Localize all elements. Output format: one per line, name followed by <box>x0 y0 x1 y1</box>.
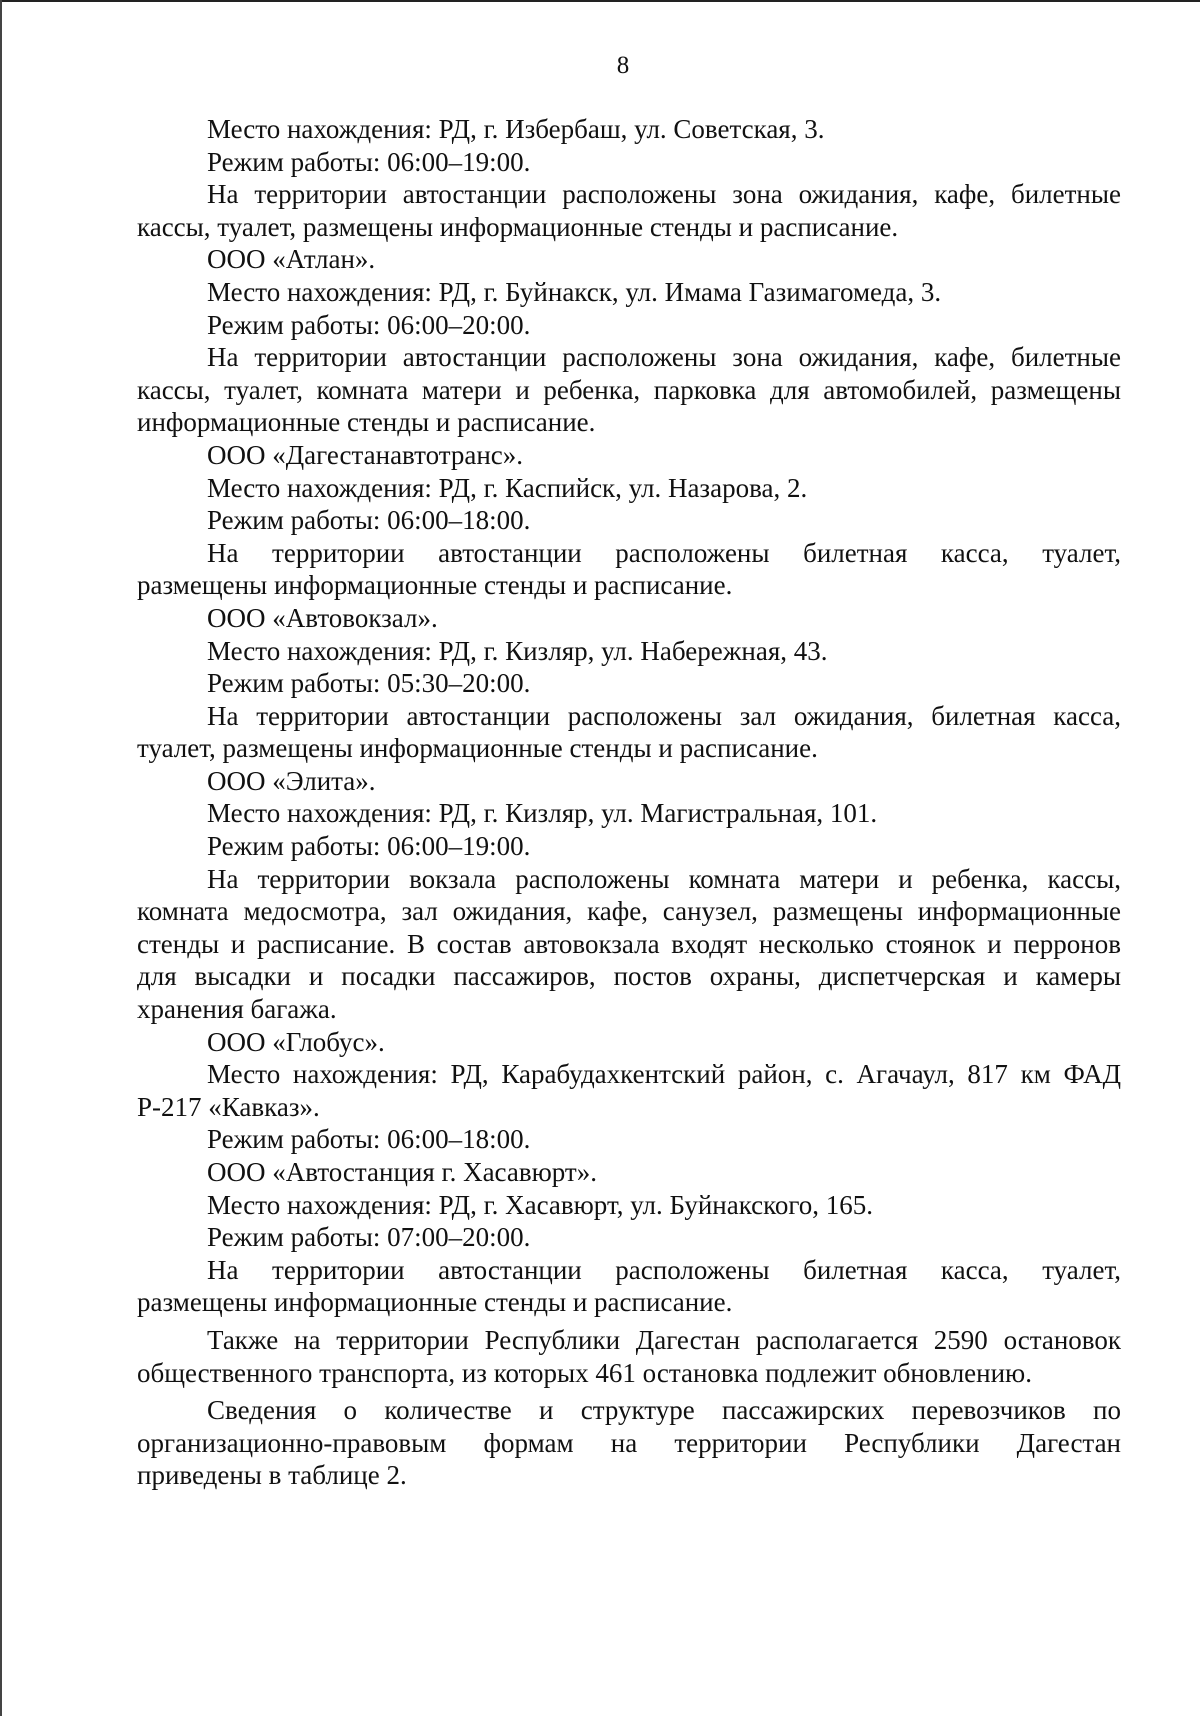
page-number: 8 <box>616 52 630 79</box>
text-line: хранения багажа. <box>137 994 337 1025</box>
text-line: Р-217 «Кавказ». <box>137 1091 320 1122</box>
text-line: На территории автостанции расположены билетная касса, туалет, <box>207 537 1121 568</box>
text-line: Место нахождения: РД, г. Кизляр, ул. Набережная, 43. <box>207 635 828 666</box>
text-line: размещены информационные стенды и расписание. <box>137 570 733 601</box>
text-line: кассы, туалет, комната матери и ребенка, парковка для автомобилей, размещены <box>137 374 1121 405</box>
text-line: для высадки и посадки пассажиров, постов охраны, диспетчерская и камеры <box>137 961 1121 992</box>
text-line: На территории автостанции расположены билетная касса, туалет, <box>207 1254 1121 1285</box>
text-line: Место нахождения: РД, г. Хасавюрт, ул. Буйнакского, 165. <box>207 1189 874 1220</box>
text-line: размещены информационные стенды и расписание. <box>137 1287 733 1318</box>
text-line: Режим работы: 06:00–20:00. <box>207 309 531 340</box>
text-line: На территории вокзала расположены комната матери и ребенка, кассы, <box>207 863 1121 894</box>
text-line: Режим работы: 06:00–18:00. <box>207 1124 531 1155</box>
text-line: Место нахождения: РД, г. Каспийск, ул. Назарова, 2. <box>207 472 808 503</box>
text-line: туалет, размещены информационные стенды и расписание. <box>137 733 818 764</box>
text-line: Также на территории Республики Дагестан располагается 2590 остановок <box>207 1324 1121 1355</box>
company-name: ООО «Атлан». <box>207 244 376 275</box>
text-line: Режим работы: 05:30–20:00. <box>207 668 531 699</box>
text-line: стенды и расписание. В состав автовокзала входят несколько стоянок и перронов <box>137 928 1121 959</box>
scan-edge-top <box>0 0 1200 2</box>
text-line: Место нахождения: РД, г. Кизляр, ул. Магистральная, 101. <box>207 798 878 829</box>
company-name: ООО «Глобус». <box>207 1026 385 1057</box>
text-line: Место нахождения: РД, г. Избербаш, ул. Советская, 3. <box>207 114 825 144</box>
text-line: Место нахождения: РД, Карабудахкентский район, с. Агачаул, 817 км ФАД <box>207 1059 1121 1090</box>
company-name: ООО «Дагестанавтотранс». <box>207 439 524 470</box>
scan-edge-left <box>0 0 2 1716</box>
text-line: Режим работы: 06:00–18:00. <box>207 505 531 536</box>
text-line: Сведения о количестве и структуре пассажирских перевозчиков по <box>207 1395 1121 1426</box>
text-line: На территории автостанции расположены зона ожидания, кафе, билетные <box>207 179 1121 210</box>
company-name: ООО «Автовокзал». <box>207 602 438 633</box>
text-line: комната медосмотра, зал ожидания, кафе, санузел, размещены информационные <box>137 896 1121 927</box>
text-line: организационно-правовым формам на территории Республики Дагестан <box>137 1427 1121 1458</box>
text-line: На территории автостанции расположены зона ожидания, кафе, билетные <box>207 342 1121 373</box>
text-line: Место нахождения: РД, г. Буйнакск, ул. Имама Газимагомеда, 3. <box>207 276 942 307</box>
text-line: кассы, туалет, размещены информационные стенды и расписание. <box>137 211 899 242</box>
text-line: Режим работы: 06:00–19:00. <box>207 831 531 862</box>
text-line: общественного транспорта, из которых 461 остановка подлежит обновлению. <box>137 1357 1032 1388</box>
text-line: приведены в таблице 2. <box>137 1460 407 1491</box>
text-line: информационные стенды и расписание. <box>137 407 596 438</box>
document-body <box>137 113 1121 1492</box>
text-line: Режим работы: 06:00–19:00. <box>207 146 531 177</box>
company-name: ООО «Элита». <box>207 765 376 796</box>
company-name: ООО «Автостанция г. Хасавюрт». <box>207 1157 597 1187</box>
text-line: На территории автостанции расположены зал ожидания, билетная касса, <box>207 700 1121 731</box>
text-line: Режим работы: 07:00–20:00. <box>207 1222 531 1253</box>
